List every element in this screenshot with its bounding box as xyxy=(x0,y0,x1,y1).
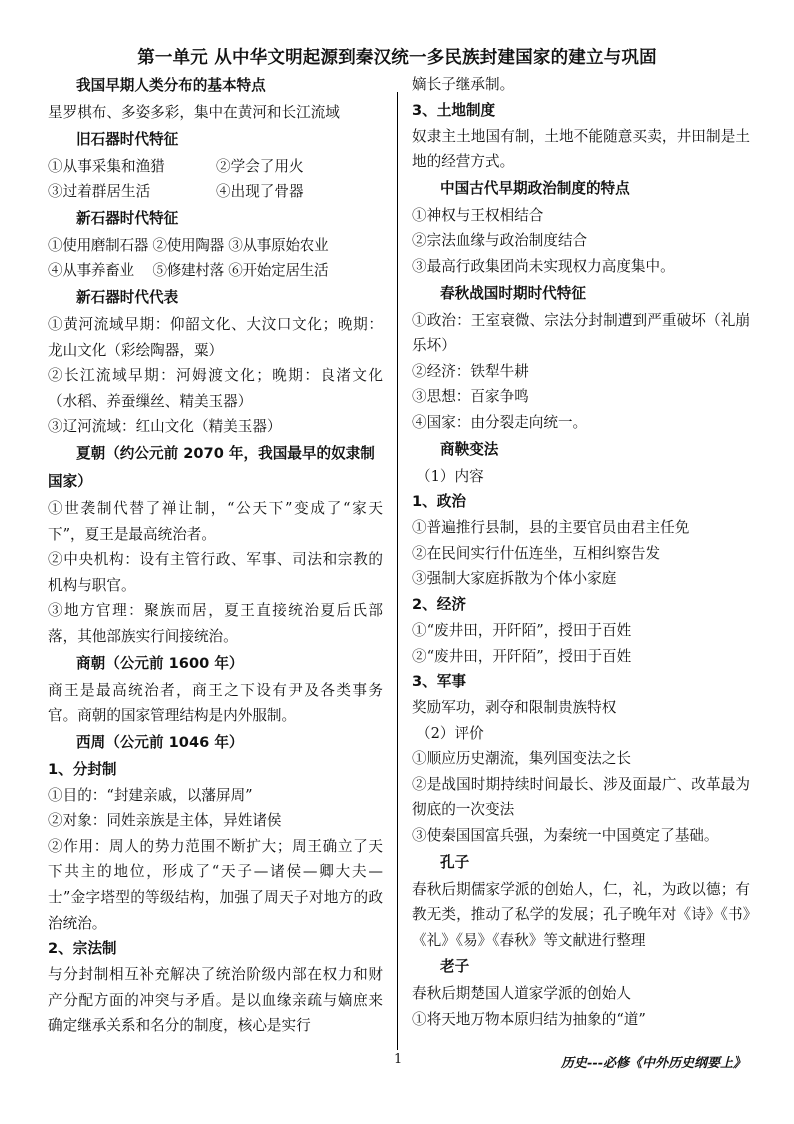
subheading: 3、土地制度 xyxy=(412,101,496,119)
list-row xyxy=(48,154,383,180)
paragraph: ②作用：周人的势力范围不断扩大；周王确立了天下共主的地位，形成了“天子—诸侯—卿大夫—士”金字塔型的等级结构，加强了周天子对地方的政治统治。 xyxy=(48,837,383,932)
paragraph: ①目的：“封建亲戚，以藩屏周” xyxy=(48,786,253,804)
paragraph: ②宗法血缘与政治制度结合 xyxy=(412,232,588,250)
paragraph: ①将天地万物本原归结为抽象的“道” xyxy=(412,1011,646,1029)
paragraph: ②在民间实行什伍连坐，互相纠察告发 xyxy=(412,544,661,562)
section-heading: 春秋战国时期时代特征 xyxy=(440,284,586,302)
paragraph: 奴隶主土地国有制，土地不能随意买卖，井田制是土地的经营方式。 xyxy=(412,127,750,171)
paragraph: 奖励军功，剥夺和限制贵族特权 xyxy=(412,699,617,717)
section-heading: 西周（公元前 1046 年） xyxy=(76,733,244,751)
section-heading: 老子 xyxy=(440,958,470,976)
paragraph: 春秋后期儒家学派的创始人，仁，礼，为政以德；有教无类，推动了私学的发展；孔子晚年对《诗》《书》《礼》《易》《春秋》等文献进行整理 xyxy=(412,880,750,949)
section-heading: 中国古代早期政治制度的特点 xyxy=(440,179,630,197)
list-row: ①使用磨制石器 ②使用陶器 ③从事原始农业 xyxy=(48,236,329,254)
section-heading: 我国早期人类分布的基本特点 xyxy=(76,77,266,94)
paragraph: ②经济：铁犁牛耕 xyxy=(412,362,529,380)
paragraph: ③思想：百家争鸣 xyxy=(412,388,529,406)
column-divider xyxy=(397,92,398,1050)
paragraph: 春秋后期楚国人道家学派的创始人 xyxy=(412,985,631,1003)
subheading: 1、政治 xyxy=(412,493,466,511)
list-item: ②学会了用火 xyxy=(216,157,304,175)
paragraph: ①顺应历史潮流，集列国变法之长 xyxy=(412,750,631,768)
section-heading: 旧石器时代特征 xyxy=(76,130,179,148)
paragraph: ③最高行政集团尚未实现权力高度集中。 xyxy=(412,257,675,275)
right-column xyxy=(412,72,750,1033)
paragraph: 与分封制相互补充解决了统治阶级内部在权力和财产分配方面的冲突与矛盾。是以血缘亲疏与嫡庶来确定继承关系和名分的制度，核心是实行 xyxy=(48,966,383,1035)
paragraph: ④国家：由分裂走向统一。 xyxy=(412,413,588,431)
subheading: 1、分封制 xyxy=(48,760,117,778)
paragraph: ③辽河流域：红山文化（精美玉器） xyxy=(48,418,282,436)
list-row xyxy=(48,179,383,205)
section-heading: 夏朝（约公元前 2070 年，我国最早的奴隶制国家） xyxy=(48,444,375,490)
footer-course: 历史---必修《中外历史纲要上》 xyxy=(560,1056,746,1071)
paragraph: （1）内容 xyxy=(416,467,484,485)
paragraph: ①神权与王权相结合 xyxy=(412,206,544,224)
subheading: 2、经济 xyxy=(412,595,466,613)
left-column xyxy=(48,72,383,1039)
paragraph: ②长江流域早期：河姆渡文化；晚期：良渚文化（水稻、养蚕缫丝、精美玉器） xyxy=(48,367,383,410)
paragraph: ②中央机构：设有主管行政、军事、司法和宗教的机构与职官。 xyxy=(48,551,383,594)
paragraph: ②是战国时期持续时间最长、涉及面最广、改革最为彻底的一次变法 xyxy=(412,775,750,819)
section-heading: 新石器时代特征 xyxy=(76,209,179,227)
page-number: 1 xyxy=(394,1052,403,1067)
paragraph: ②“废井田，开阡陌”，授田于百姓 xyxy=(412,647,632,665)
section-heading: 商朝（公元前 1600 年） xyxy=(76,654,244,672)
list-row: ④从事养畜业 ⑤修建村落 ⑥开始定居生活 xyxy=(48,262,329,280)
paragraph: （2）评价 xyxy=(416,724,484,742)
list-item: ③过着群居生活 xyxy=(48,183,151,201)
paragraph: ①世袭制代替了禅让制，“公天下”变成了“家天下”，夏王是最高统治者。 xyxy=(48,499,383,543)
paragraph: 嫡长子继承制。 xyxy=(412,76,515,93)
paragraph: 商王是最高统治者，商王之下设有尹及各类事务官。商朝的国家管理结构是内外服制。 xyxy=(48,681,383,725)
paragraph: 星罗棋布、多姿多彩，集中在黄河和长江流域 xyxy=(48,104,340,121)
paragraph: ①普遍推行县制，县的主要官员由君主任免 xyxy=(412,519,690,537)
paragraph: ①政治：王室衰微、宗法分封制遭到严重破坏（礼崩乐坏） xyxy=(412,311,750,355)
subheading: 2、宗法制 xyxy=(48,940,117,958)
section-heading: 商鞅变法 xyxy=(440,440,499,458)
list-item: ①从事采集和渔猎 xyxy=(48,157,165,175)
paragraph: ①黄河流域早期：仰韶文化、大汶口文化；晚期：龙山文化（彩绘陶器，粟） xyxy=(48,315,383,359)
subheading: 3、军事 xyxy=(412,673,466,691)
section-heading: 孔子 xyxy=(440,853,470,871)
paragraph: ③地方官理：聚族而居，夏王直接统治夏后氏部落，其他部族实行间接统治。 xyxy=(48,602,383,645)
paragraph: ①“废井田，开阡陌”，授田于百姓 xyxy=(412,621,632,639)
paragraph: ③使秦国国富兵强，为秦统一中国奠定了基础。 xyxy=(412,827,719,845)
page-title: 第一单元 从中华文明起源到秦汉统一多民族封建国家的建立与巩固 xyxy=(137,48,657,68)
section-heading: 新石器时代代表 xyxy=(76,288,179,306)
paragraph: ②对象：同姓亲族是主体，异姓诸侯 xyxy=(48,812,282,830)
paragraph: ③强制大家庭拆散为个体小家庭 xyxy=(412,570,617,588)
list-item: ④出现了骨器 xyxy=(216,183,304,201)
